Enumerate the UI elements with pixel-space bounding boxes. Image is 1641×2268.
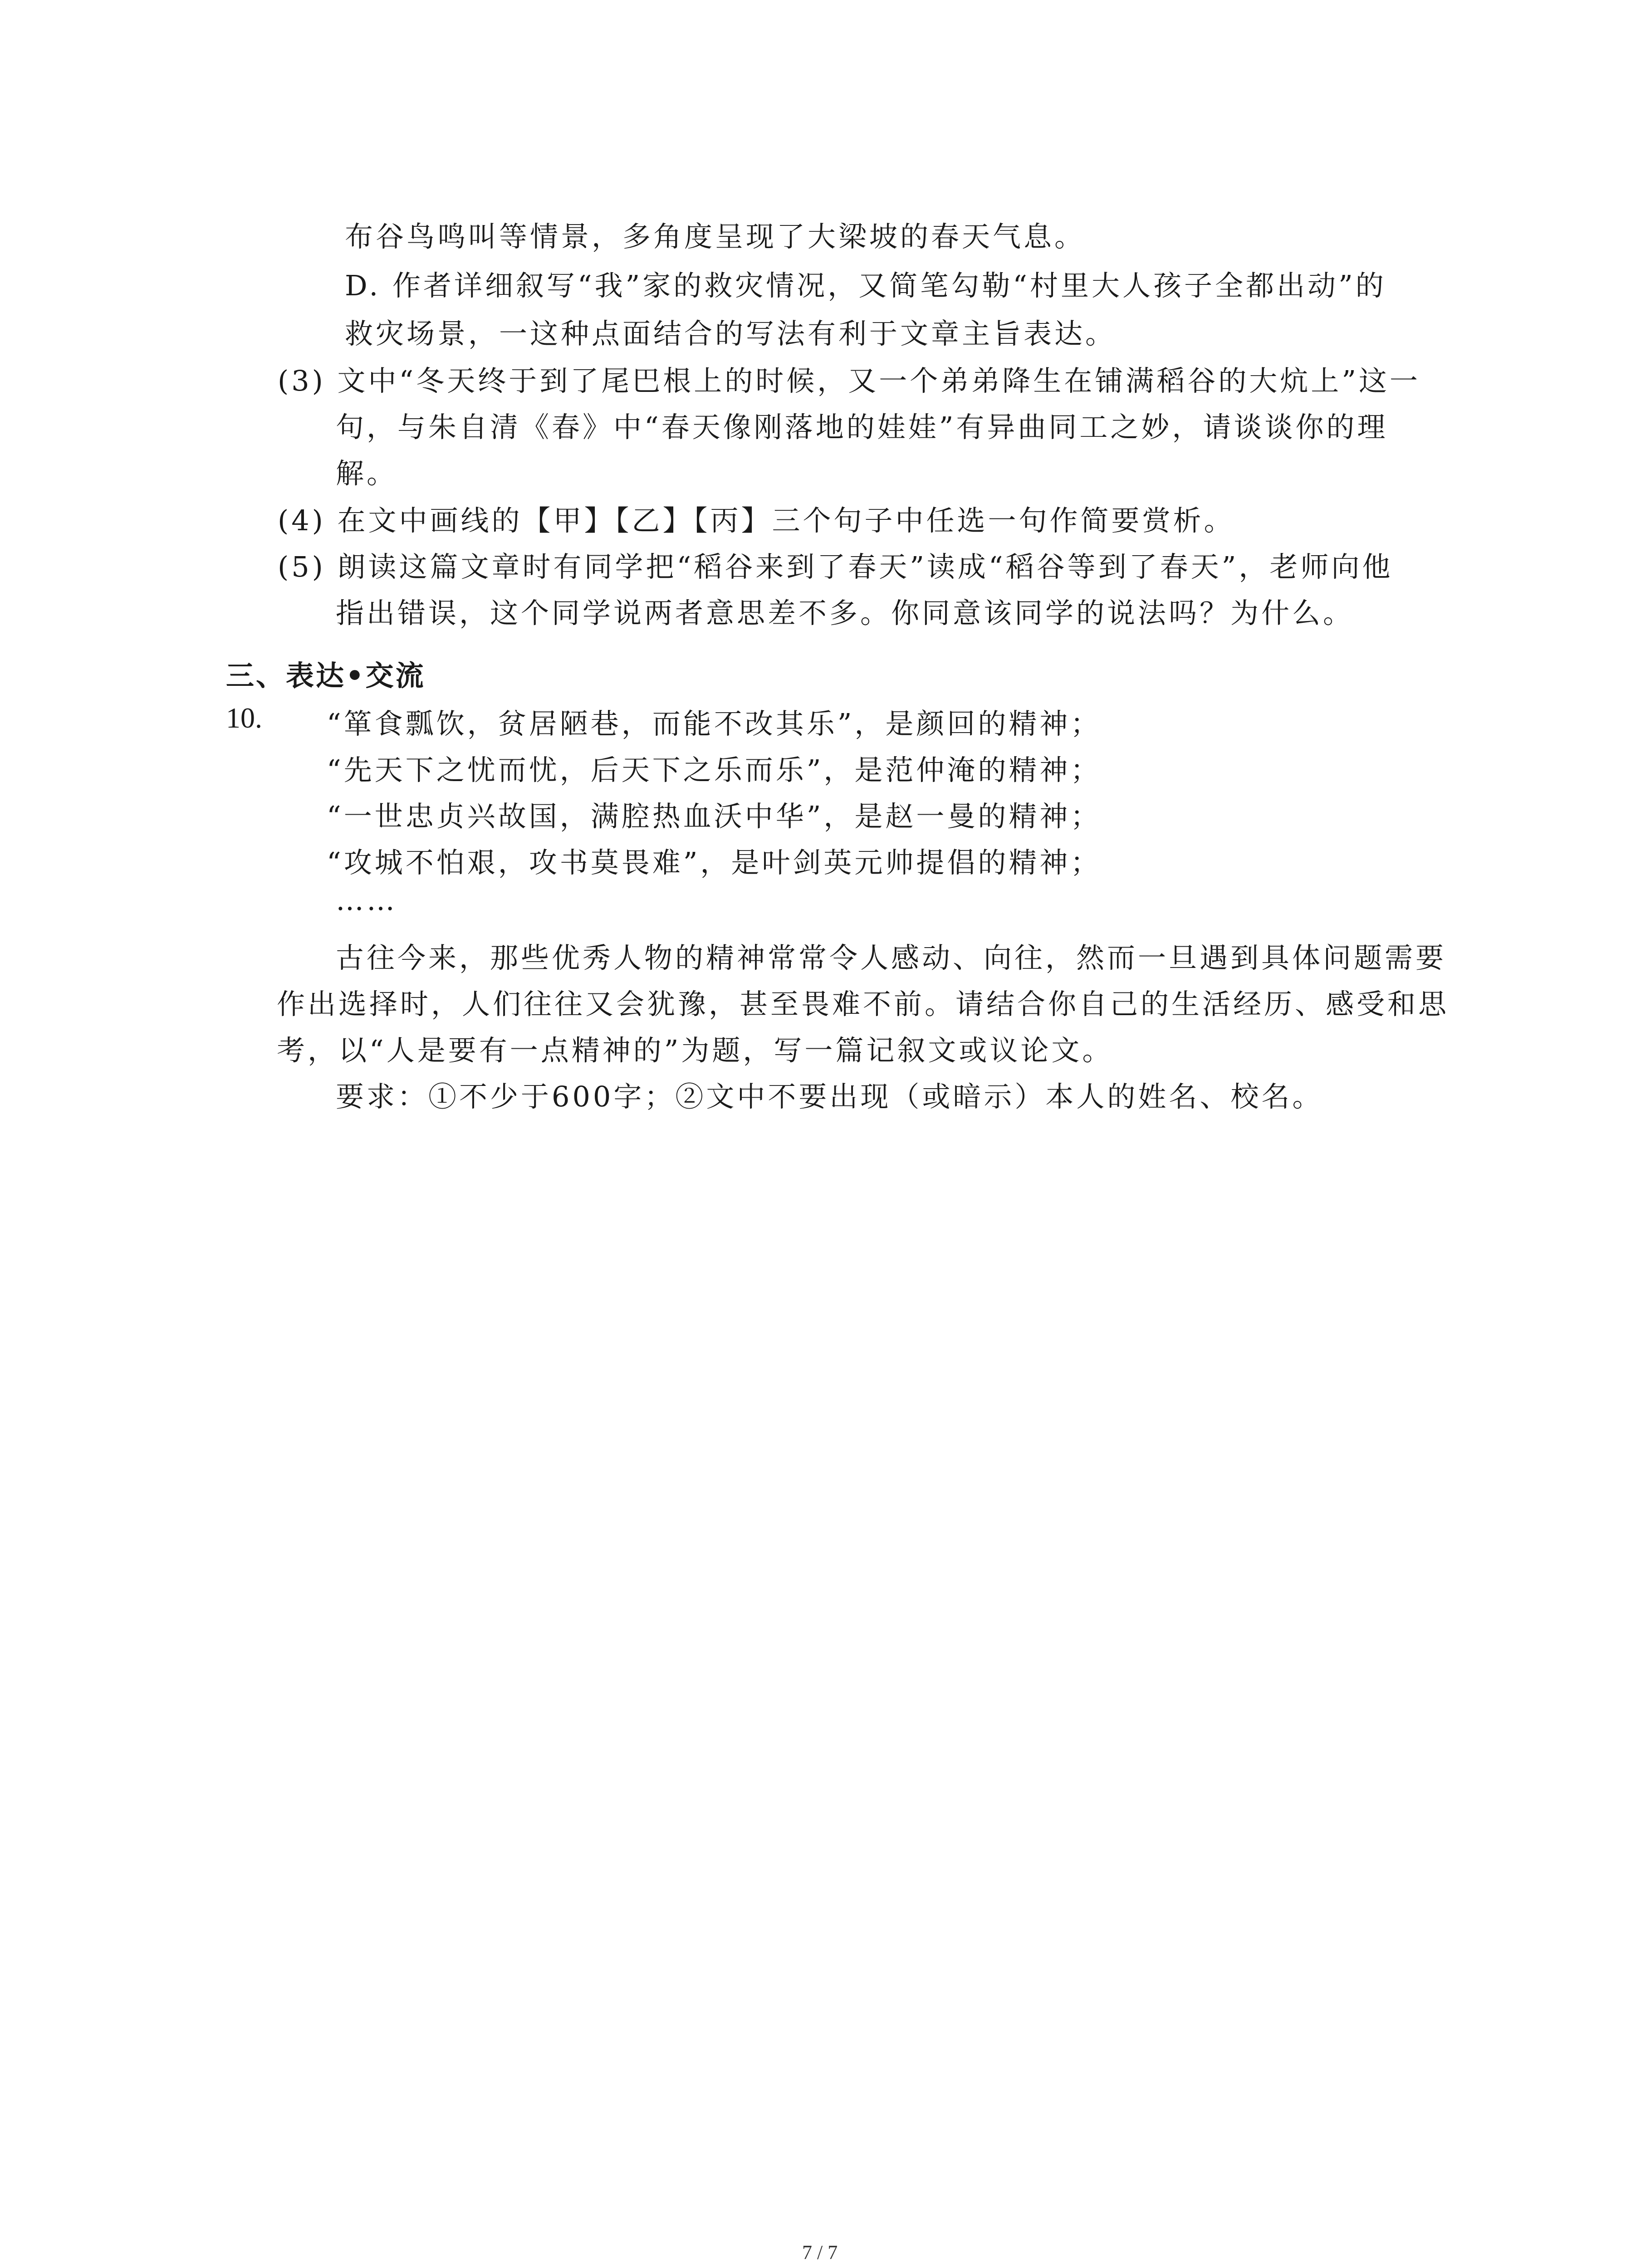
q9-option-d-line2: 救灾场景，一这种点面结合的写法有利于文章主旨表达。	[345, 317, 1117, 350]
q10-quote-3: “一世忠贞兴故国，满腔热血沃中华”，是赵一曼的精神；	[327, 800, 1102, 833]
question-number: 10.	[226, 702, 262, 734]
q10-requirement: 要求：①不少于600字；②文中不要出现（或暗示）本人的姓名、校名。	[336, 1080, 1323, 1113]
q10-quote-2: “先天下之忧而忧，后天下之乐而乐”，是范仲淹的精神；	[327, 753, 1102, 787]
q10-prompt-line2: 作出选择时，人们往往又会犹豫，甚至畏难不前。请结合你自己的生活经历、感受和思	[277, 987, 1450, 1021]
q9-sub5-line2: 指出错误，这个同学说两者意思差不多。你同意该同学的说法吗？为什么。	[336, 596, 1354, 630]
q10-quote-4: “攻城不怕艰，攻书莫畏难”，是叶剑英元帅提倡的精神；	[327, 846, 1102, 879]
q9-sub3-line2: 句，与朱自清《春》中“春天像刚落地的娃娃”有异曲同工之妙，请谈谈你的理	[336, 411, 1388, 444]
q10-quote-1: “箪食瓢饮，贫居陋巷，而能不改其乐”，是颜回的精神；	[327, 707, 1102, 740]
q9-option-c-tail: 布谷鸟鸣叫等情景，多角度呈现了大梁坡的春天气息。	[345, 220, 1086, 253]
section-heading: 三、表达•交流	[226, 659, 426, 692]
q9-sub4-line1: (4) 在文中画线的【甲】【乙】【丙】三个句子中任选一句作简要赏析。	[278, 504, 1235, 537]
q10-ellipsis: ……	[336, 884, 397, 917]
q9-sub3-line3: 解。	[336, 457, 398, 490]
q10-prompt-line3: 考，以“人是要有一点精神的”为题，写一篇记叙文或议论文。	[277, 1034, 1113, 1067]
q9-option-d-line1: D. 作者详细叙写“我”家的救灾情况，又简笔勾勒“村里大人孩子全都出动”的	[345, 269, 1386, 302]
page-number: 7 / 7	[802, 2241, 838, 2263]
q10-prompt-line1: 古往今来，那些优秀人物的精神常常令人感动、向往，然而一旦遇到具体问题需要	[336, 941, 1447, 974]
q9-sub5-line1: (5) 朗读这篇文章时有同学把“稻谷来到了春天”读成“稻谷等到了春天”，老师向他	[278, 550, 1393, 583]
q9-sub3-line1: (3) 文中“冬天终于到了尾巴根上的时候，又一个弟弟降生在铺满稻谷的大炕上”这一	[278, 364, 1421, 397]
